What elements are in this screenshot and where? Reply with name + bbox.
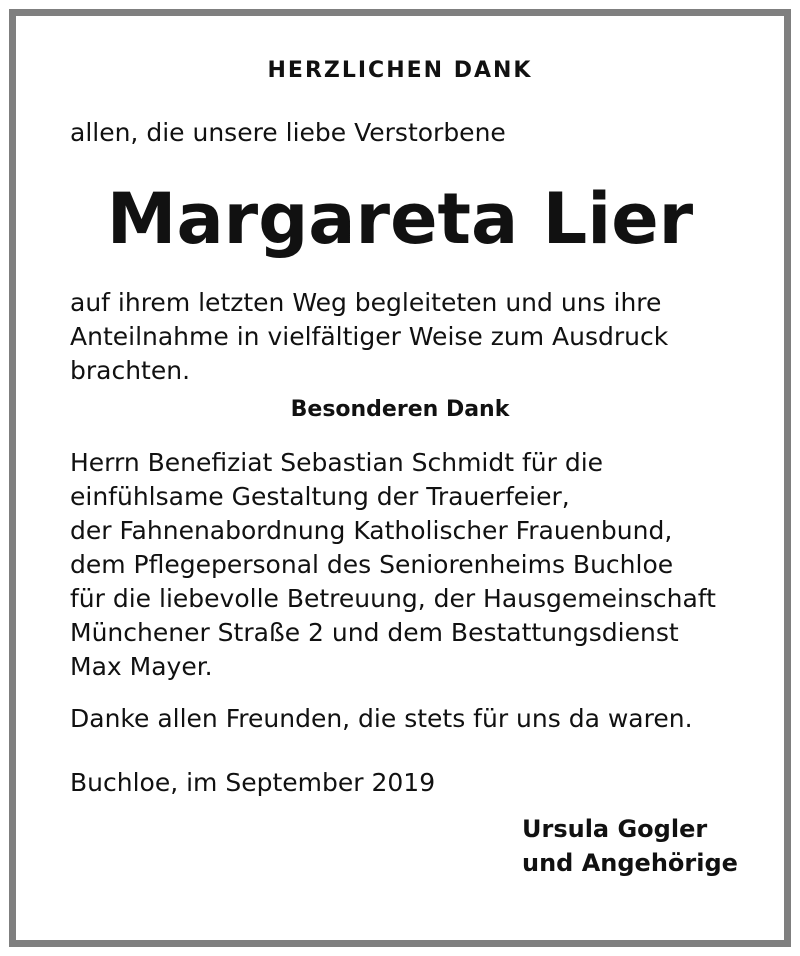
thanks-line-6: Münchener Straße 2 und dem Bestattungsdienst: [70, 618, 679, 647]
body-line-2: Anteilnahme in vielfältiger Weise zum Ausdruck: [70, 322, 669, 351]
signature-line-2: und Angehörige: [522, 849, 738, 877]
body-line-1: auf ihrem letzten Weg begleiteten und uns ihre: [70, 288, 662, 317]
thanks-line-3: der Fahnenabordnung Katholischer Frauenbund,: [70, 516, 673, 545]
thanks-line-2: einfühlsame Gestaltung der Trauerfeier,: [70, 482, 570, 511]
thanks-heading: Besonderen Dank: [290, 397, 510, 422]
body-line-3: brachten.: [70, 356, 191, 385]
signature-line-1: Ursula Gogler: [522, 815, 708, 843]
notice-title: HERZLICHEN DANK: [267, 58, 533, 83]
intro-text: allen, die unsere liebe Verstorbene: [70, 118, 506, 147]
place-date: Buchloe, im September 2019: [70, 768, 436, 797]
thanks-line-5: für die liebevolle Betreuung, der Hausgemeinschaft: [70, 584, 716, 613]
thanks-line-1: Herrn Benefiziat Sebastian Schmidt für die: [70, 448, 604, 477]
deceased-name: Margareta Lier: [106, 178, 694, 260]
friends-thanks: Danke allen Freunden, die stets für uns da waren.: [70, 704, 693, 733]
thanks-line-4: dem Pflegepersonal des Seniorenheims Buchloe: [70, 550, 674, 579]
thanks-line-7: Max Mayer.: [70, 652, 213, 681]
